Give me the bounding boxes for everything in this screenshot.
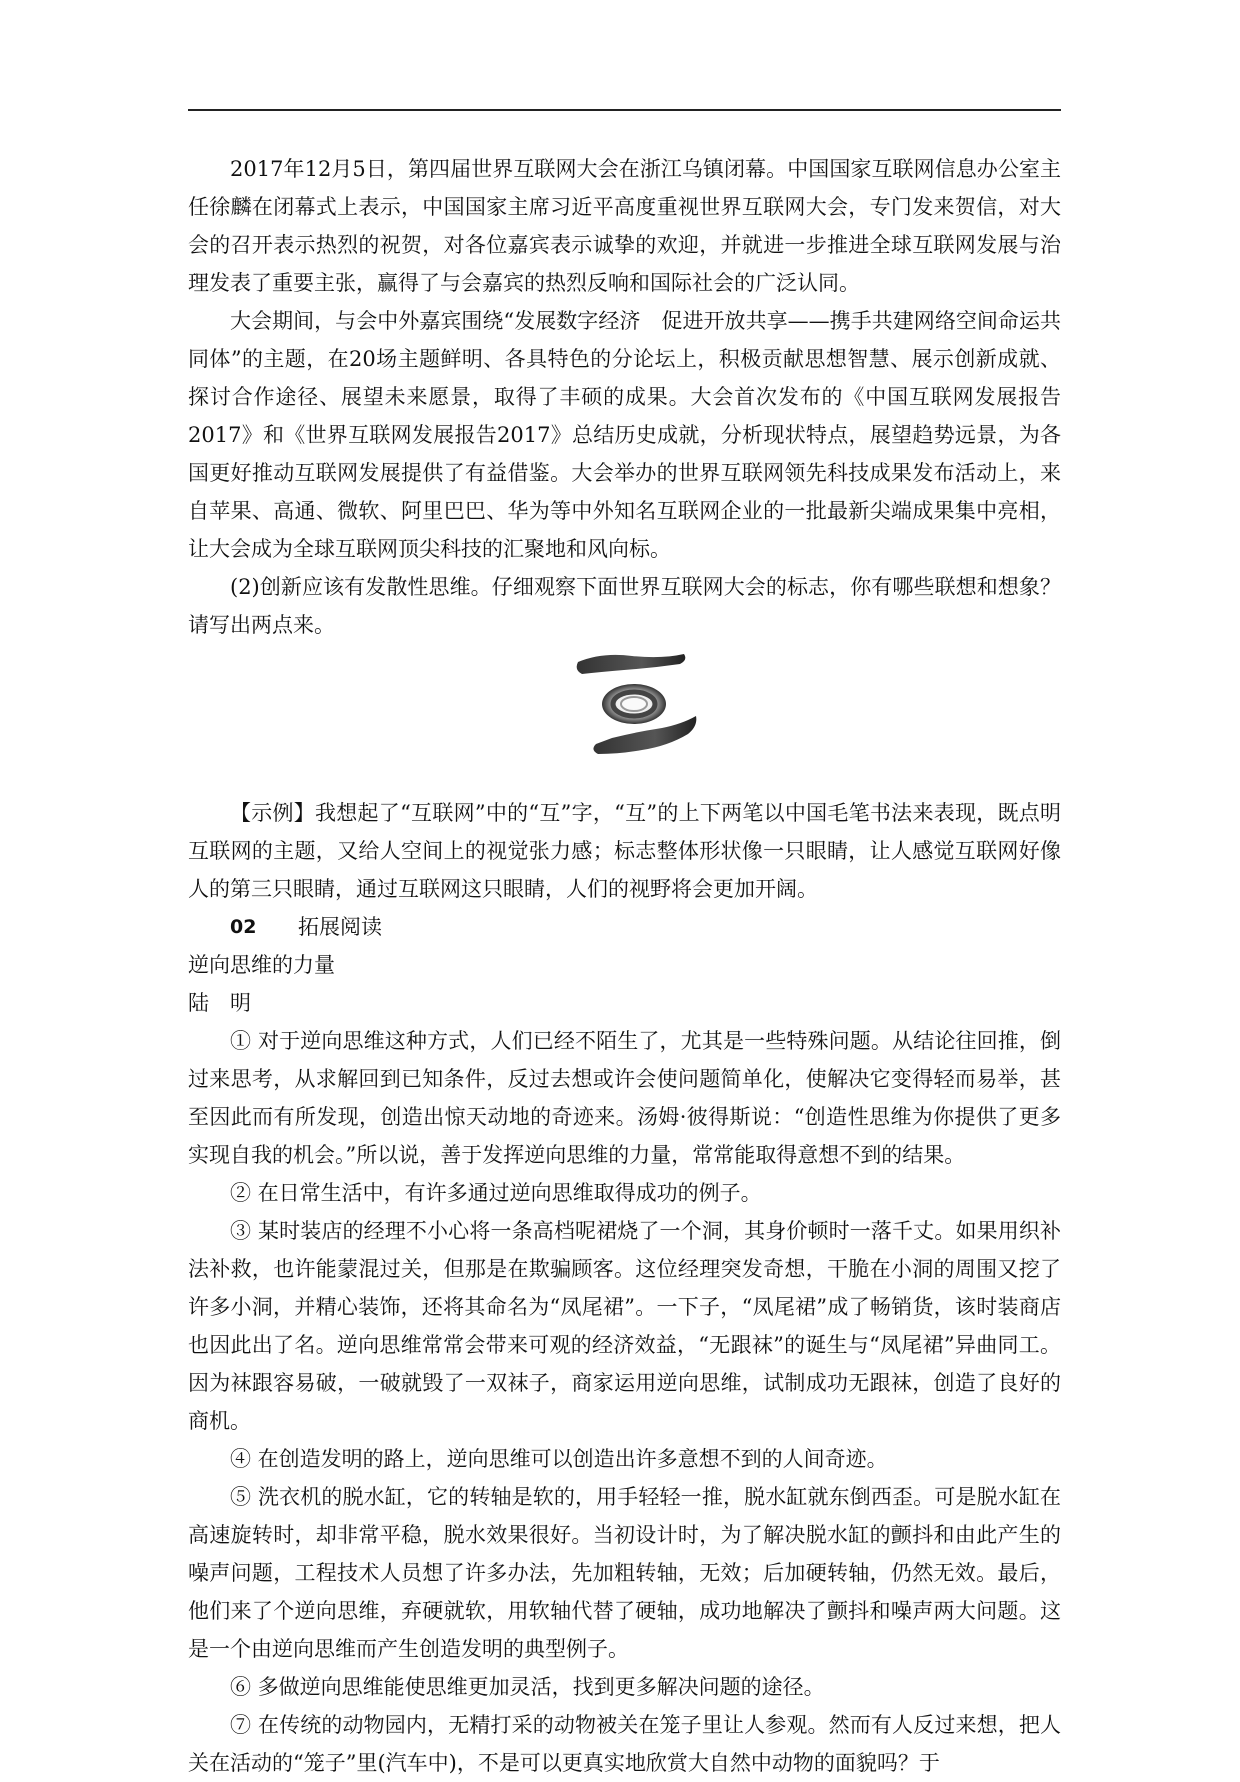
paragraph-conference-closing: 2017年12月5日，第四届世界互联网大会在浙江乌镇闭幕。中国国家互联网信息办公室主任徐麟在闭幕式上表示，中国国家主席习近平高度重视世界互联网大会，专门发来贺信，对大会的召开表示热烈的祝贺，对各位嘉宾表示诚挚的欢迎，并就进一步推进全球互联网发展与治理发表了重要主张，赢得了与会嘉宾的热烈反响和国际社会的广泛认同。 — [188, 157, 1061, 295]
wic-logo-icon — [572, 650, 702, 760]
logo-figure — [188, 650, 1061, 768]
article-paragraph-1: ① 对于逆向思维这种方式，人们已经不陌生了，尤其是一些特殊问题。从结论往回推，倒过来思考，从求解回到已知条件，反过去想或许会使问题简单化，使解决它变得轻而易举，甚至因此而有所发现，创造出惊天动地的奇迹来。汤姆·彼得斯说：“创造性思维为你提供了更多实现自我的机会。”所以说，善于发挥逆向思维的力量，常常能取得意想不到的结果。 — [188, 1029, 1061, 1167]
section-number: 02 — [230, 916, 257, 938]
article-paragraph-5: ⑤ 洗衣机的脱水缸，它的转轴是软的，用手轻轻一推，脱水缸就东倒西歪。可是脱水缸在高速旋转时，却非常平稳，脱水效果很好。当初设计时，为了解决脱水缸的颤抖和由此产生的噪声问题，工程技术人员想了许多办法，先加粗转轴，无效；后加硬转轴，仍然无效。最后，他们来了个逆向思维，弃硬就软，用软轴代替了硬轴，成功地解决了颤抖和噪声两大问题。这是一个由逆向思维而产生创造发明的典型例子。 — [188, 1485, 1061, 1661]
article-paragraph-6: ⑥ 多做逆向思维能使思维更加灵活，找到更多解决问题的途径。 — [230, 1675, 825, 1699]
article-paragraph-2: ② 在日常生活中，有许多通过逆向思维取得成功的例子。 — [230, 1181, 762, 1205]
article-paragraph-3: ③ 某时装店的经理不小心将一条高档呢裙烧了一个洞，其身价顿时一落千丈。如果用织补法补救，也许能蒙混过关，但那是在欺骗顾客。这位经理突发奇想，干脆在小洞的周围又挖了许多小洞，并精心装饰，还将其命名为“凤尾裙”。一下子，“凤尾裙”成了畅销货，该时装商店也因此出了名。逆向思维常常会带来可观的经济效益，“无跟袜”的诞生与“凤尾裙”异曲同工。因为袜跟容易破，一破就毁了一双袜子，商家运用逆向思维，试制成功无跟袜，创造了良好的商机。 — [188, 1219, 1061, 1433]
header-rule — [188, 109, 1061, 111]
section-header — [188, 908, 1061, 946]
article-paragraph-7: ⑦ 在传统的动物园内，无精打采的动物被关在笼子里让人参观。然而有人反过来想，把人关在活动的“笼子”里(汽车中)，不是可以更真实地欣赏大自然中动物的面貌吗？于 — [188, 1713, 1061, 1775]
article-author: 陆 明 — [188, 991, 251, 1015]
article-title: 逆向思维的力量 — [188, 953, 335, 977]
paragraph-conference-outcomes: 大会期间，与会中外嘉宾围绕“发展数字经济 促进开放共享——携手共建网络空间命运共同体”的主题，在20场主题鲜明、各具特色的分论坛上，积极贡献思想智慧、展示创新成就、探讨合作途径、展望未来愿景，取得了丰硕的成果。大会首次发布的《中国互联网发展报告2017》和《世界互联网发展报告2017》总结历史成就，分析现状特点，展望趋势远景，为各国更好推动互联网发展提供了有益借鉴。大会举办的世界互联网领先科技成果发布活动上，来自苹果、高通、微软、阿里巴巴、华为等中外知名互联网企业的一批最新尖端成果集中亮相，让大会成为全球互联网顶尖科技的汇聚地和风向标。 — [188, 309, 1061, 561]
example-answer: 【示例】我想起了“互联网”中的“互”字，“互”的上下两笔以中国毛笔书法来表现，既点明互联网的主题，又给人空间上的视觉张力感；标志整体形状像一只眼睛，让人感觉互联网好像人的第三只眼睛，通过互联网这只眼睛，人们的视野将会更加开阔。 — [188, 801, 1061, 901]
page-content — [188, 150, 1061, 1782]
question-2: (2)创新应该有发散性思维。仔细观察下面世界互联网大会的标志，你有哪些联想和想象？请写出两点来。 — [188, 575, 1061, 637]
section-title: 拓展阅读 — [298, 915, 382, 939]
article-paragraph-4: ④ 在创造发明的路上，逆向思维可以创造出许多意想不到的人间奇迹。 — [230, 1447, 888, 1471]
